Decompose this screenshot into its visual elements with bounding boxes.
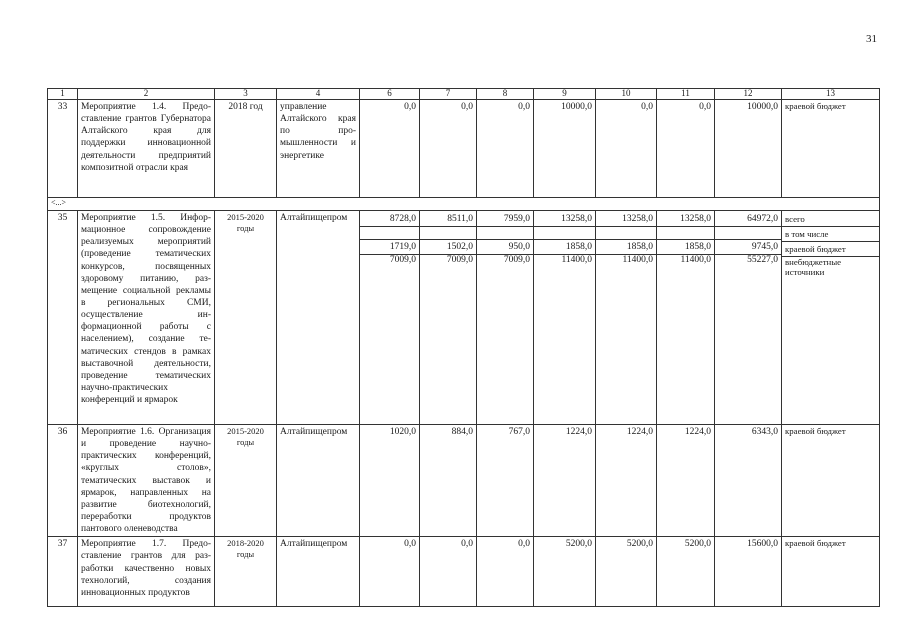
value-total: 64972,0 xyxy=(715,212,781,227)
value-regional: 1858,0 xyxy=(534,240,595,255)
value-cell xyxy=(420,210,477,424)
value-total: 8728,0 xyxy=(360,212,419,227)
source-extra: внебюджетные источники xyxy=(785,256,842,278)
row-number: 35 xyxy=(48,210,78,424)
header-cell: 2 xyxy=(78,89,215,100)
value-regional: 9745,0 xyxy=(715,240,781,255)
value-extra: 11400,0 xyxy=(680,254,711,265)
header-cell: 1 xyxy=(48,89,78,100)
funding-source xyxy=(782,210,880,424)
value-blank xyxy=(420,227,476,240)
value-cell: 1224,0 xyxy=(534,424,596,536)
header-cell: 13 xyxy=(782,89,880,100)
source-total: всего xyxy=(782,212,879,227)
value-regional: 1502,0 xyxy=(420,240,476,255)
executor: Алтайпищепром xyxy=(277,210,360,424)
funding-source: краевой бюджет xyxy=(782,537,880,607)
value-blank xyxy=(477,227,533,240)
row-number: 36 xyxy=(48,424,78,536)
header-cell: 3 xyxy=(215,89,277,100)
header-cell: 12 xyxy=(715,89,782,100)
measure-name: Мероприятие 1.4. Предоставление грантов Губернатора Алтайского края для поддержки инновационной деятельности предприятий композитной отрасли края xyxy=(78,99,215,197)
value-total: 7959,0 xyxy=(477,212,533,227)
measure-name: Мероприятие 1.5. Информационное сопровождение реализуемых мероприятий (проведение тематических конкурсов, посвященных здоровому питанию, размещение социальной рекламы в региональных СМИ, осуществление информационной работы с населением), создание тематических стендов в рамках выставочной деятельности, проведение тематических научно-практических конференций и ярмарок xyxy=(78,210,215,424)
value-cell: 6343,0 xyxy=(715,424,782,536)
value-cell: 10000,0 xyxy=(715,99,782,197)
value-cell: 15600,0 xyxy=(715,537,782,607)
value-blank xyxy=(715,227,781,240)
value-cell: 884,0 xyxy=(420,424,477,536)
header-row xyxy=(48,89,880,100)
value-cell xyxy=(477,210,534,424)
value-extra: 11400,0 xyxy=(622,254,653,265)
executor: Алтайпищепром xyxy=(277,424,360,536)
table-row xyxy=(48,537,880,607)
value-blank xyxy=(657,227,714,240)
executor: управление Алтайского края по промышленности и энергетике xyxy=(277,99,360,197)
value-regional: 1858,0 xyxy=(657,240,714,255)
header-cell: 4 xyxy=(277,89,360,100)
value-cell xyxy=(596,210,657,424)
executor: Алтайпищепром xyxy=(277,537,360,607)
source-including: в том числе xyxy=(782,227,879,242)
value-extra: 7009,0 xyxy=(446,254,473,265)
value-cell: 0,0 xyxy=(420,99,477,197)
funding-source: краевой бюджет xyxy=(782,99,880,197)
value-cell: 0,0 xyxy=(420,537,477,607)
value-cell: 0,0 xyxy=(657,99,715,197)
value-cell: 1224,0 xyxy=(596,424,657,536)
value-cell: 0,0 xyxy=(360,99,420,197)
row-number: 37 xyxy=(48,537,78,607)
value-cell xyxy=(360,210,420,424)
header-cell: 10 xyxy=(596,89,657,100)
value-extra: 7009,0 xyxy=(389,254,416,265)
value-cell: 5200,0 xyxy=(534,537,596,607)
page-number: 31 xyxy=(866,33,877,45)
value-blank xyxy=(534,227,595,240)
value-regional: 1719,0 xyxy=(360,240,419,255)
value-extra: 7009,0 xyxy=(503,254,530,265)
value-total: 13258,0 xyxy=(657,212,714,227)
value-cell xyxy=(534,210,596,424)
value-total: 8511,0 xyxy=(420,212,476,227)
header-cell: 8 xyxy=(477,89,534,100)
period: 2018-2020 годы xyxy=(215,537,277,607)
value-cell: 0,0 xyxy=(477,537,534,607)
value-blank xyxy=(360,227,419,240)
row-number: 33 xyxy=(48,99,78,197)
value-regional: 950,0 xyxy=(477,240,533,255)
value-total: 13258,0 xyxy=(596,212,656,227)
gap-marker: <...> xyxy=(48,197,880,210)
value-extra: 55227,0 xyxy=(747,254,778,265)
table-row xyxy=(48,210,880,424)
measure-name: Мероприятие 1.7. Предоставление грантов для разработки качественно новых технологий, создания инновационных продуктов xyxy=(78,537,215,607)
value-cell: 1224,0 xyxy=(657,424,715,536)
value-cell xyxy=(657,210,715,424)
source-regional: краевой бюджет xyxy=(782,242,879,257)
table-row xyxy=(48,99,880,197)
value-extra: 11400,0 xyxy=(561,254,592,265)
value-cell xyxy=(715,210,782,424)
header-cell: 7 xyxy=(420,89,477,100)
value-regional: 1858,0 xyxy=(596,240,656,255)
funding-source: краевой бюджет xyxy=(782,424,880,536)
value-cell: 767,0 xyxy=(477,424,534,536)
header-cell: 6 xyxy=(360,89,420,100)
gap-row xyxy=(48,197,880,210)
period: 2018 год xyxy=(215,99,277,197)
value-cell: 0,0 xyxy=(596,99,657,197)
measure-name: Мероприятие 1.6. Организация и проведение научно-практических конференций, «круглых столов», тематических выставок и ярмарок, направленных на развитие биотехнологий, переработки продуктов пантового оленеводства xyxy=(78,424,215,536)
header-cell: 11 xyxy=(657,89,715,100)
value-blank xyxy=(596,227,656,240)
value-cell: 5200,0 xyxy=(657,537,715,607)
value-cell: 10000,0 xyxy=(534,99,596,197)
value-cell: 1020,0 xyxy=(360,424,420,536)
header-cell: 9 xyxy=(534,89,596,100)
value-cell: 0,0 xyxy=(477,99,534,197)
period: 2015-2020 годы xyxy=(215,424,277,536)
value-total: 13258,0 xyxy=(534,212,595,227)
table-row xyxy=(48,424,880,536)
budget-table xyxy=(47,88,880,607)
period: 2015-2020 годы xyxy=(215,210,277,424)
value-cell: 0,0 xyxy=(360,537,420,607)
value-cell: 5200,0 xyxy=(596,537,657,607)
